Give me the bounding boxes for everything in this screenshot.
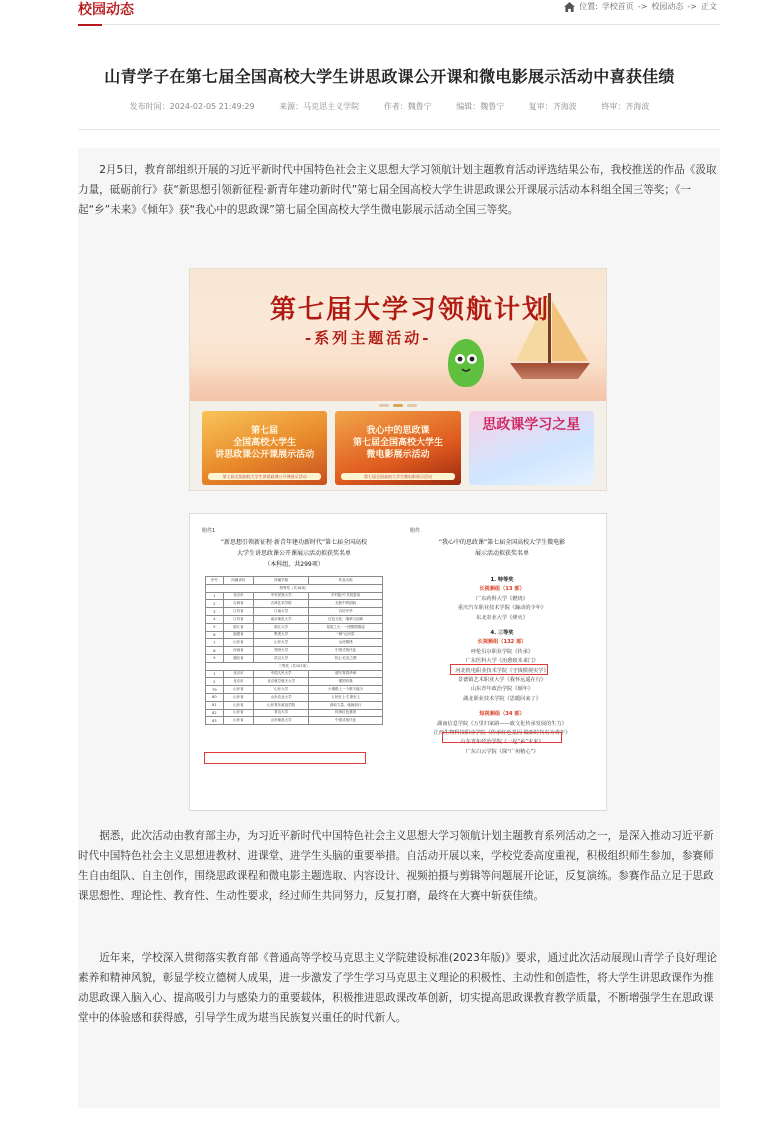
city-skyline — [190, 365, 606, 401]
table-header-cell: 作品名称 — [309, 577, 383, 585]
table-cell: 1 — [206, 592, 224, 600]
table-row — [206, 592, 383, 600]
carousel-dot[interactable] — [407, 404, 417, 407]
banner-card-lecture — [202, 411, 327, 485]
table-row — [206, 686, 383, 694]
table-row — [206, 608, 383, 616]
table-cell: 谱写青春华章 — [309, 670, 383, 678]
table-cell: 山东大学 — [254, 639, 309, 647]
table-cell: 郑州大学 — [254, 647, 309, 655]
breadcrumb-current: 正文 — [701, 2, 717, 11]
home-icon — [564, 2, 575, 12]
award-entry: 江西生物科技职业学院《传承红色基因 做新时代有为青年》 — [433, 730, 571, 736]
table-header-cell: 所属学校 — [254, 577, 309, 585]
table-row — [206, 701, 383, 709]
table-cell: 北京市 — [223, 592, 253, 600]
table-cell: 山东师范大学 — [254, 717, 309, 725]
carousel-dot[interactable] — [379, 404, 389, 407]
table-row — [206, 678, 383, 686]
doc-heading-line: “我心中的思政课”第七届全国高校大学生微电影 — [438, 539, 566, 546]
table-cell: 80 — [206, 693, 224, 701]
table-cell: 北京市 — [223, 678, 253, 686]
award-entry: 东北农业大学《烽火》 — [476, 614, 528, 621]
table-cell: 山东青年政治学院 — [254, 701, 309, 709]
breadcrumb-news-link[interactable]: 校园动态 — [651, 2, 684, 11]
table-row — [206, 670, 383, 678]
card-title: 思政课学习之星 — [482, 417, 581, 433]
banner-subtitle: -系列主题活动- — [305, 329, 432, 347]
table-cell: 小康路上一个都不能少 — [309, 686, 383, 694]
table-cell: 山东省 — [223, 709, 253, 717]
table-cell: 山东农业大学 — [254, 693, 309, 701]
banner-header — [190, 269, 606, 401]
article-paragraph-3: 近年来，学校深入贯彻落实教育部《普通高等学校马克思主义学院建设标准(2023年版)》要求，通过此次活动展现山青学子良好理论素养和精神风貌，彰显学校立德树人成果，进一步激发了学生学习马克思主义理论的积极性、主动性和创造性，将大学生讲思政课作为推动思政课入脑入心、提高吸引力与感染力的重要载体，积极推进思政课改革创新，切实提高思政课教育教学质量，不断增强学生在思政课堂中的体验感和获得感，引导学生成为堪当民族复兴重任的时代新人。 — [78, 952, 718, 1024]
meta-final-reviewer: 终审：齐海波 — [601, 102, 650, 111]
card-caption: 第七届全国高校大学生讲思政课公开课展示活动 — [208, 473, 321, 480]
award-entry: 湖南信息学院《万里归家路——致文化传承发展的生力》 — [437, 720, 567, 727]
meta-divider — [78, 129, 720, 130]
award-entry: 湖北职业技术学院《思暖回来了》 — [463, 695, 541, 702]
attachment-label: 附件 — [410, 528, 421, 534]
top-bar — [0, 0, 779, 30]
meta-reviewer: 复审：齐海波 — [528, 102, 577, 111]
mascot-illustration — [448, 339, 484, 387]
doc-heading-line: 大学生讲思政课公开课展示活动拟获奖名单 — [236, 550, 351, 557]
table-row — [206, 693, 383, 701]
table-cell: 山东省 — [223, 693, 253, 701]
table-cell: 中国式现代化 — [309, 717, 383, 725]
highlight-box — [204, 752, 366, 764]
table-row — [206, 623, 383, 631]
table-cell: 中国人民大学 — [254, 670, 309, 678]
table-cell: 3 — [206, 608, 224, 616]
section-title: 校园动态 — [78, 2, 134, 18]
table-row — [206, 639, 383, 647]
table-cell: 福建省 — [223, 631, 253, 639]
award-list-lecture — [190, 514, 399, 810]
table-cell: 6 — [206, 631, 224, 639]
award-level-heading: 4. 三等奖 — [490, 630, 514, 636]
table-cell: 5 — [206, 623, 224, 631]
breadcrumb-label: 位置: — [579, 2, 598, 11]
article-meta — [0, 101, 779, 112]
article-title: 山青学子在第七届全国高校大学生讲思政课公开课和微电影展示活动中喜获佳绩 — [104, 67, 675, 86]
table-cell: 82 — [206, 709, 224, 717]
table-cell: 2 — [206, 600, 224, 608]
table-cell: 湖北省 — [223, 654, 253, 662]
table-cell: 自信中华 — [309, 608, 383, 616]
award-entry: 河北机电职业技术学院《守钱惯视实学》 — [455, 667, 549, 674]
article-paragraph-1: 2月5日，教育部组织开展的习近平新时代中国特色社会主义思想大学习领航计划主题教育活动评选结果公布，我校推送的作品《汲取力量，砥砺前行》获“新思想引领新征程·新青年建功新时代”第七届全国高校大学生讲思政课公开课展示活动本科组全国三等奖；《一起“乡”未来》《倾年》获“我心中的思政课”第七届全国高校大学生微电影展示活动全国三等奖。 — [78, 164, 717, 216]
doc-heading-line: “新思想引领新征程·新青年建功新时代”第七届全国高校 — [220, 539, 368, 546]
award-entry: 山东青年政治学院《倾年》 — [470, 686, 534, 693]
highlight-box — [442, 732, 562, 743]
table-row — [206, 717, 383, 725]
table-cell: 人民至上·生命至上 — [309, 693, 383, 701]
breadcrumb-separator: -> — [687, 2, 697, 11]
table-row — [206, 654, 383, 662]
table-cell: 2 — [206, 678, 224, 686]
award-entry: 广东白云学院《探“广州精心”》 — [465, 748, 539, 755]
activity-banner-image — [189, 268, 607, 491]
table-cell: 浙江省 — [223, 623, 253, 631]
table-cell: 中央民族大学 — [254, 592, 309, 600]
table-cell: 山河锦绣 — [309, 639, 383, 647]
top-divider — [78, 24, 720, 25]
meta-published: 发布时间：2024-02-05 21:49:29 — [129, 102, 255, 111]
table-cell: 中国式现代化 — [309, 647, 383, 655]
table-row — [206, 615, 383, 623]
table-group-row — [206, 662, 383, 670]
table-cell: 武汉大学 — [254, 654, 309, 662]
award-entry: 广东医科大学《治愈致未来门》 — [465, 658, 539, 665]
meta-source: 来源：马克思主义学院 — [279, 102, 360, 111]
table-cell: 83 — [206, 717, 224, 725]
banner-card-film — [335, 411, 460, 485]
table-cell: 吉林艺术学院 — [254, 600, 309, 608]
table-cell: 79 — [206, 686, 224, 694]
table-cell: 初心·红色之路 — [309, 654, 383, 662]
table-cell: 江南大学 — [254, 608, 309, 616]
table-cell: 81 — [206, 701, 224, 709]
card-caption: 第七届全国高校大学生微电影展示活动 — [341, 473, 454, 480]
award-entry: 重庆汽车职业技术学院《躁动的少年》 — [457, 605, 547, 612]
table-cell: 8 — [206, 647, 224, 655]
table-cell: 南京师范大学 — [254, 615, 309, 623]
mascot-face-icon — [448, 339, 484, 387]
table-row — [206, 631, 383, 639]
table-cell: 9 — [206, 654, 224, 662]
table-cell: 青岛大学 — [254, 709, 309, 717]
highlight-box — [450, 664, 548, 675]
table-cell: 山东大学 — [254, 686, 309, 694]
section-title-underline — [78, 24, 102, 26]
table-cell: 光影中的国韵 — [309, 600, 383, 608]
table-cell: 山东省 — [223, 686, 253, 694]
table-cell: 传承红色基因 — [309, 709, 383, 717]
award-list-film — [398, 514, 606, 810]
meta-editor: 编辑：魏鲁宁 — [456, 102, 505, 111]
table-cell: 北京航空航天大学 — [254, 678, 309, 686]
breadcrumb-separator: -> — [637, 2, 648, 11]
attachment-label: 附件1 — [202, 528, 216, 534]
banner-card-star — [469, 411, 594, 485]
award-level-heading: 1. 特等奖 — [490, 577, 514, 583]
breadcrumb-home-link[interactable]: 学校首页 — [601, 2, 634, 11]
table-cell: 江苏省 — [223, 608, 253, 616]
table-cell: 集美大学 — [254, 631, 309, 639]
table-row — [206, 647, 383, 655]
table-group-row — [206, 584, 383, 592]
award-entry: 山东青年政治学院《一起“乡”未来》 — [460, 739, 544, 746]
table-header-row — [206, 577, 383, 585]
table-cell: 浙江大学 — [254, 623, 309, 631]
table-cell: 星星之火：一团熊熊燃烧 — [309, 623, 383, 631]
table-cell: 乡村振兴·共同富裕 — [309, 592, 383, 600]
table-cell: 4 — [206, 615, 224, 623]
award-entry: 景德镇艺术职业大学《我怀远遥在行》 — [457, 677, 547, 683]
award-group-heading: 短视频组（34 部） — [479, 711, 525, 718]
carousel-dot-active[interactable] — [393, 404, 403, 407]
card-title: 第七届 全国高校大学生 讲思政课公开课展示活动 — [215, 426, 315, 460]
table-cell: 强国有我 — [309, 678, 383, 686]
table-header-cell: 序号 — [206, 577, 224, 585]
banner-title: 第七届大学习领航计划 — [270, 295, 551, 325]
table-cell: 红色文化：继承与创新 — [309, 615, 383, 623]
table-cell: 山东省 — [223, 701, 253, 709]
table-cell: 山东省 — [223, 717, 253, 725]
banner-cards — [202, 411, 594, 485]
table-cell: 山东省 — [223, 639, 253, 647]
breadcrumb — [564, 1, 717, 12]
award-entry: 广东药科大学《燃烧》 — [476, 595, 528, 602]
doc-heading-line: 展示活动拟获奖名单 — [474, 550, 529, 557]
table-group-label: 特等奖（共16项） — [206, 584, 383, 592]
award-group-heading: 长视频组（13 部） — [479, 586, 525, 593]
award-list-image — [189, 513, 607, 811]
table-row — [206, 709, 383, 717]
table-cell: 1 — [206, 670, 224, 678]
meta-author: 作者：魏鲁宁 — [383, 102, 432, 111]
table-cell: 河南省 — [223, 647, 253, 655]
table-cell: 北京市 — [223, 670, 253, 678]
table-header-cell: 所属省份 — [223, 577, 253, 585]
table-cell: “闽”心向党 — [309, 631, 383, 639]
card-title: 我心中的思政课 第七届全国高校大学生 微电影展示活动 — [352, 426, 443, 460]
table-cell: 吉林省 — [223, 600, 253, 608]
award-table — [205, 576, 383, 725]
table-cell: 汲取力量，砥砺前行 — [309, 701, 383, 709]
award-group-heading: 长视频组（132 部） — [477, 639, 527, 646]
doc-heading-line: （本科组，共299项） — [264, 561, 324, 568]
table-cell: 7 — [206, 639, 224, 647]
award-entry: 呼伦贝尔职业学院《传承》 — [470, 648, 534, 655]
table-row — [206, 600, 383, 608]
article-paragraph-2: 据悉，此次活动由教育部主办，为习近平新时代中国特色社会主义思想大学习领航计划主题教育系列活动之一，是深入推动习近平新时代中国特色社会主义思想进教材、进课堂、进学生头脑的重要举措。自活动开展以来，学校党委高度重视，积极组织师生参加，参赛师生自由组队、自主创作，围绕思政课程和微电影主题选取、内容设计、视频拍摄与剪辑等问题展开论证，反复演练。参赛作品立足于思政课思想性、理论性、教育性、生动性要求，经过师生共同努力，反复打磨，最终在大赛中斩获佳绩。 — [78, 830, 714, 902]
table-group-label: 三等奖（共107项） — [206, 662, 383, 670]
table-cell: 江苏省 — [223, 615, 253, 623]
banner-carousel-dots — [190, 401, 606, 409]
